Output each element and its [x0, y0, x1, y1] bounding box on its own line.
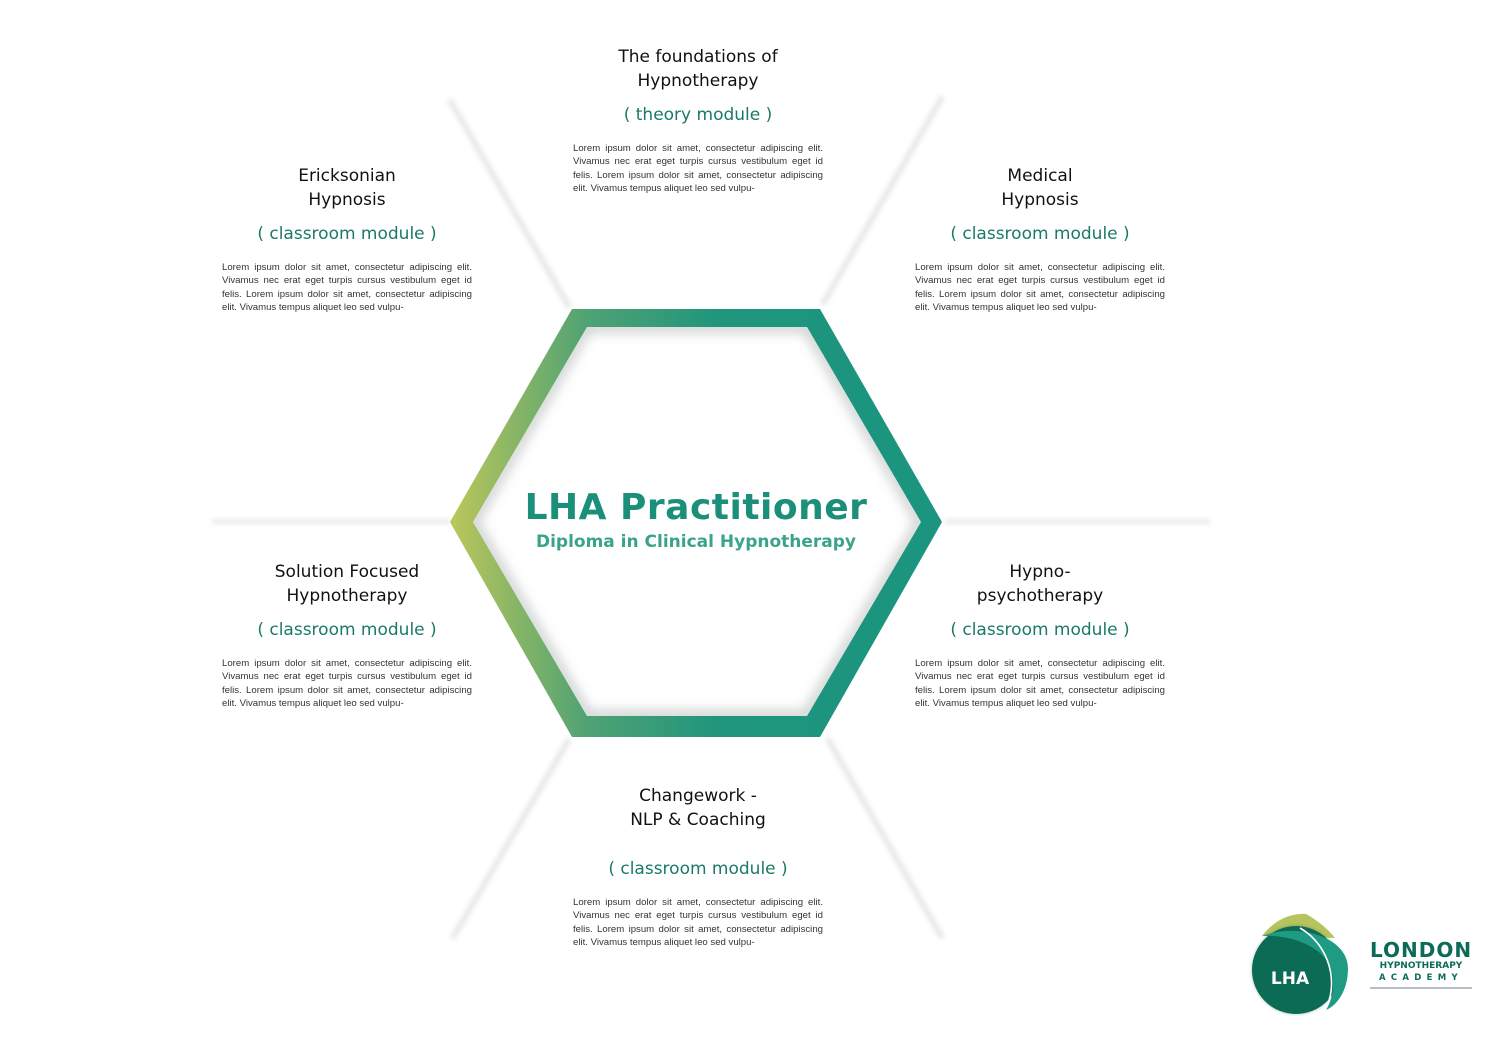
main-title: LHA Practitioner: [524, 487, 868, 528]
module-tag: ( classroom module ): [950, 224, 1130, 244]
module-title: Ericksonian Hypnosis: [298, 166, 396, 210]
module-ericksonian: [222, 164, 472, 315]
module-title: Changework - NLP & Coaching: [630, 786, 766, 830]
module-description: Lorem ipsum dolor sit amet, consectetur adipiscing elit. Vivamus nec erat eget turpis cursus vestibulum eget id felis. Lorem ipsum dolor sit amet, consectetur adipiscing elit. Vivamus tempus aliquet leo sed vulpu-: [915, 262, 1165, 314]
center-title-block: [470, 488, 922, 553]
logo-rule: [1370, 987, 1472, 989]
module-foundations: [573, 45, 823, 196]
module-changework: [573, 784, 823, 950]
ray-lower-right: [825, 737, 945, 940]
module-medical: [915, 164, 1165, 315]
module-tag: ( classroom module ): [950, 620, 1130, 640]
lha-logo-mark: [1252, 914, 1348, 1014]
logo-wordmark: [1370, 940, 1472, 989]
ray-lower-left: [450, 737, 572, 940]
module-solution-focused: [222, 560, 472, 711]
logo-line-academy: ACADEMY: [1379, 973, 1463, 983]
logo-line-london: LONDON: [1370, 938, 1473, 962]
module-tag: ( theory module ): [623, 105, 773, 125]
module-description: Lorem ipsum dolor sit amet, consectetur adipiscing elit. Vivamus nec erat eget turpis cursus vestibulum eget id felis. Lorem ipsum dolor sit amet, consectetur adipiscing elit. Vivamus tempus aliquet leo sed vulpu-: [915, 658, 1165, 710]
logo-mark-text: LHA: [1270, 969, 1310, 989]
ray-right: [945, 519, 1210, 524]
ray-left: [212, 519, 450, 524]
module-description: Lorem ipsum dolor sit amet, consectetur adipiscing elit. Vivamus nec erat eget turpis cursus vestibulum eget id felis. Lorem ipsum dolor sit amet, consectetur adipiscing elit. Vivamus tempus aliquet leo sed vulpu-: [222, 262, 472, 314]
module-description: Lorem ipsum dolor sit amet, consectetur adipiscing elit. Vivamus nec erat eget turpis cursus vestibulum eget id felis. Lorem ipsum dolor sit amet, consectetur adipiscing elit. Vivamus tempus aliquet leo sed vulpu-: [573, 897, 823, 949]
module-tag: ( classroom module ): [257, 620, 437, 640]
module-title: The foundations of Hypnotherapy: [618, 47, 778, 91]
subtitle: Diploma in Clinical Hypnotherapy: [535, 532, 857, 552]
module-description: Lorem ipsum dolor sit amet, consectetur adipiscing elit. Vivamus nec erat eget turpis cursus vestibulum eget id felis. Lorem ipsum dolor sit amet, consectetur adipiscing elit. Vivamus tempus aliquet leo sed vulpu-: [573, 143, 823, 195]
module-title: Solution Focused Hypnotherapy: [274, 562, 420, 606]
module-hypnopsychotherapy: [915, 560, 1165, 711]
module-title: Hypno- psychotherapy: [976, 562, 1104, 606]
module-tag: ( classroom module ): [608, 859, 788, 879]
module-tag: ( classroom module ): [257, 224, 437, 244]
module-description: Lorem ipsum dolor sit amet, consectetur adipiscing elit. Vivamus nec erat eget turpis cursus vestibulum eget id felis. Lorem ipsum dolor sit amet, consectetur adipiscing elit. Vivamus tempus aliquet leo sed vulpu-: [222, 658, 472, 710]
module-title: Medical Hypnosis: [1001, 166, 1079, 210]
logo-line-hypnotherapy: HYPNOTHERAPY: [1379, 961, 1463, 971]
